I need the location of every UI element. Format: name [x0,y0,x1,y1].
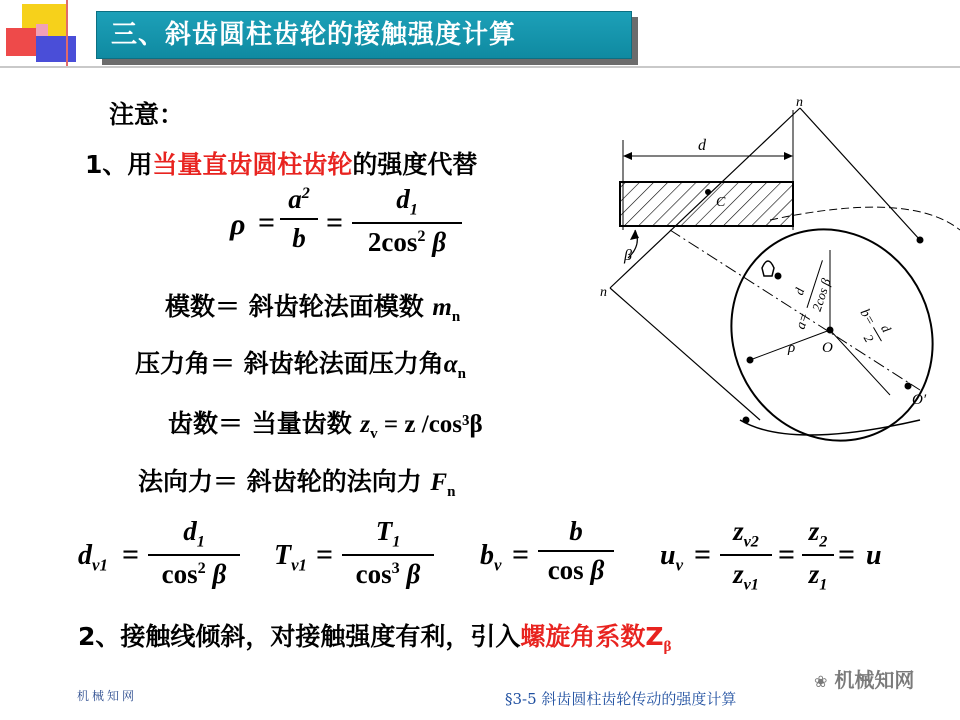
equivalence-pressure-angle: 压力角＝ 斜齿轮法面压力角$\alpha_n$ [135,349,466,382]
label-b: b= [856,306,878,329]
corner-square-blue [36,36,76,62]
title-divider [0,66,960,68]
label-n-top: n [796,95,803,110]
fraction-d1-2cos2beta: $d_1$ $2\cos^2$ β [352,184,462,258]
rho-den1: b [292,223,306,253]
rho-num2: d [396,184,410,214]
point-1-prefix: 1、用 [85,150,153,179]
equivalence-module: 模数＝ 斜齿轮法面模数 $m_n$ [165,292,461,325]
label-a-num: d [791,285,808,297]
label-O-prime: O′ [912,392,927,408]
label-rho: ρ [788,340,796,356]
page-title: 三、斜齿圆柱齿轮的接触强度计算 [96,11,632,59]
tooth-profile [762,261,774,276]
wechat-icon: ❀ [814,672,828,691]
fraction-a2-b: $a^2$ b [280,184,318,254]
label-d: d [698,137,706,154]
axis-line [670,230,920,390]
footer-left: 机械知网 [77,689,138,703]
point-1 [85,145,477,181]
section-line-right [800,108,920,240]
notice-label: 注意： [109,100,185,129]
label-a-den: 2cos β [808,276,834,314]
rho-symbol: ρ [230,208,246,241]
label-C: C [716,195,726,210]
point-1-highlight: 当量直齿圆柱齿轮 [152,150,353,179]
helical-gear-diagram [590,90,960,450]
label-n-bottom: n [600,285,607,300]
equals-sign: = [326,206,344,239]
corner-square-red [6,28,36,56]
label-O: O [822,340,833,356]
equivalence-normal-force: 法向力＝ 斜齿轮的法向力 $F_n$ [138,467,456,500]
pitch-arc [770,207,960,230]
watermark: ❀ 机械知网 [814,668,915,692]
curvature-arc [740,420,920,435]
section-line-lower [610,288,760,420]
point-2: 2、接触线倾斜，对接触强度有利，引入螺旋角系数$Z_\beta$ [78,622,672,655]
hatched-rack [620,182,793,226]
footer-right: §3-5 斜齿圆柱齿轮传动的强度计算 [505,690,737,708]
label-a: a= [793,310,813,332]
point-1-suffix: 的强度代替 [352,150,478,179]
rho-angle: β [432,227,447,258]
label-b-num: d [878,321,895,335]
corner-square-pink [36,24,48,36]
rho-den2: 2cos [367,227,418,258]
label-beta: β [624,247,632,264]
corner-vertical-line [66,0,68,66]
equals-sign: = [258,206,276,239]
label-b-den: 2 [860,331,877,345]
section-ellipse [693,192,960,450]
equivalence-tooth-count: 齿数＝ 当量齿数 $z_v = z$ /cos³β [168,409,483,442]
rho-num1: a [288,184,302,214]
